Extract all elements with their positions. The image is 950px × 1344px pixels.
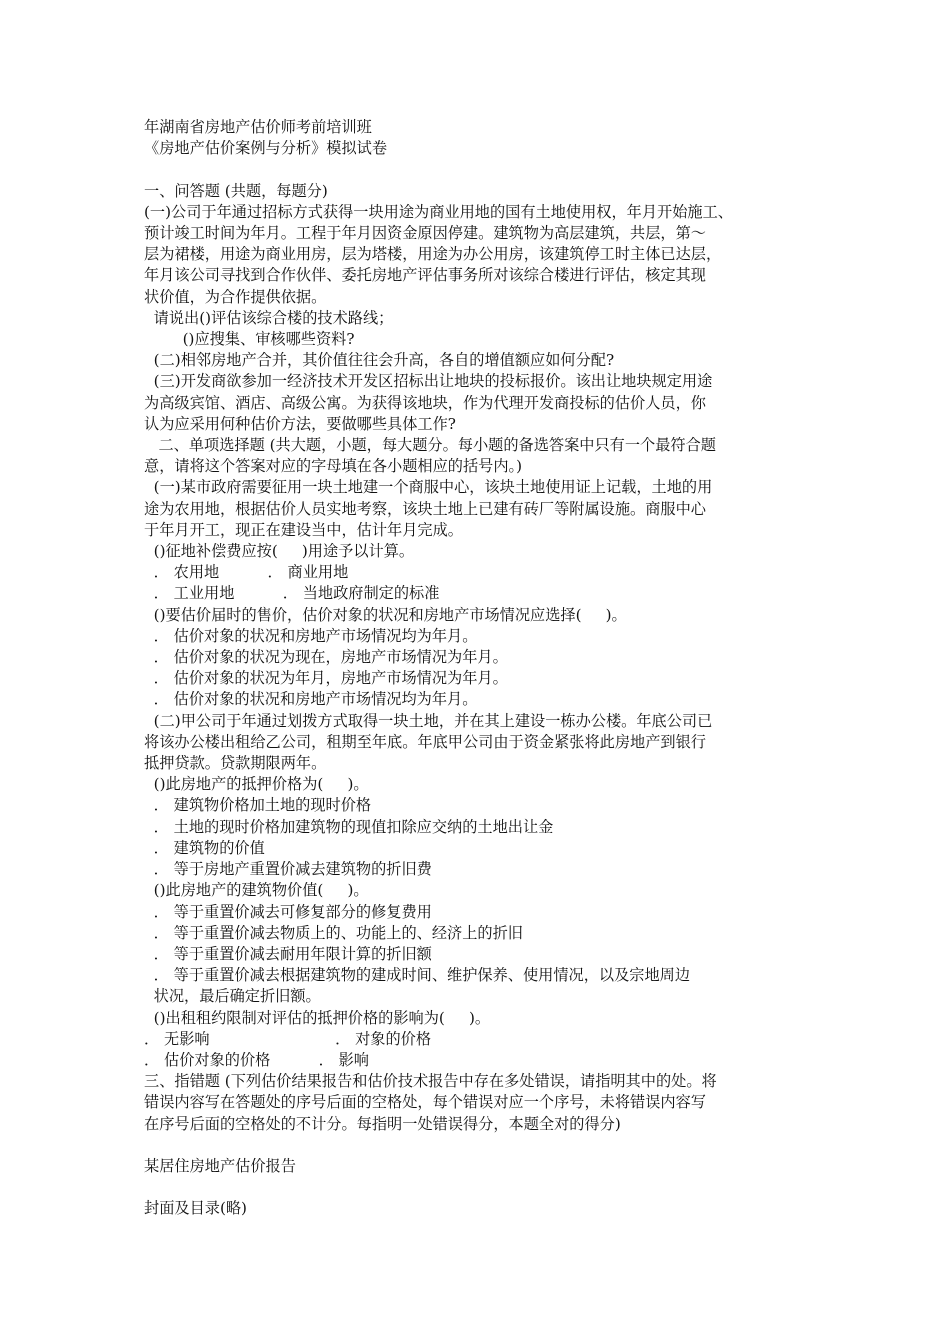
body-line: ()征地补偿费应按( )用途予以计算。 [144, 542, 415, 561]
body-line: 一、问答题 (共题，每题分) [144, 181, 328, 200]
body-line: 为高级宾馆、酒店、高级公寓。为获得该地块，作为代理开发商投标的估价人员，你 [144, 393, 706, 412]
body-line: ． 土地的现时价格加建筑物的现值扣除应交纳的土地出让金 [144, 817, 554, 836]
spacer [144, 159, 824, 180]
body-line: 年月该公司寻找到合作伙伴、委托房地产评估事务所对该综合楼进行评估，核定其现 [144, 266, 706, 285]
body-line: ． 等于重置价减去根据建筑物的建成时间、维护保养、使用情况，以及宗地周边 [144, 966, 691, 985]
body-line: ． 建筑物价格加土地的现时价格 [144, 796, 372, 815]
body-line: ()要估价届时的售价，估价对象的状况和房地产市场情况应选择( )。 [144, 605, 627, 624]
body-line: 三、指错题 (下列估价结果报告和估价技术报告中存在多处错误，请指明其中的处。将 [144, 1072, 717, 1091]
body-line: 认为应采用何种估价方法，要做哪些具体工作? [144, 414, 456, 433]
title-line: 年湖南省房地产估价师考前培训班 [144, 118, 372, 136]
body-line: ． 等于重置价减去耐用年限计算的折旧额 [144, 944, 432, 963]
body-line: 层为裙楼，用途为商业用房，层为塔楼，用途为办公用房，该建筑停工时主体已达层， [144, 245, 722, 264]
body-line: (二)甲公司于年通过划拨方式取得一块土地，并在其上建设一栋办公楼。年底公司已 [144, 711, 713, 730]
body-line: 二、单项选择题 (共大题，小题，每大题分。每小题的备选答案中只有一个最符合题 [144, 436, 716, 455]
body-line: ． 等于重置价减去可修复部分的修复费用 [144, 902, 432, 921]
body-line: 状况，最后确定折旧额。 [144, 987, 321, 1006]
body-line: ． 等于重置价减去物质上的、功能上的、经济上的折旧 [144, 923, 523, 942]
body-line: ． 估价对象的状况为现在，房地产市场情况为年月。 [144, 648, 508, 667]
document-body [144, 181, 824, 1135]
body-line: 请说出()评估该综合楼的技术路线； [144, 308, 394, 327]
title-line: 《房地产估价案例与分析》模拟试卷 [144, 139, 387, 158]
body-line: 状价值，为合作提供依据。 [144, 287, 327, 306]
body-line: (一)某市政府需要征用一块土地建一个商服中心，该块土地使用证上记载，土地的用 [144, 478, 713, 497]
body-line: 途为农用地，根据估价人员实地考察，该块土地上已建有砖厂等附属设施。商服中心 [144, 499, 706, 518]
body-line: 将该办公楼出租给乙公司，租期至年底。年底甲公司由于资金紧张将此房地产到银行 [144, 732, 706, 751]
body-line: (一)公司于年通过招标方式获得一块用途为商业用地的国有土地使用权，年月开始施工、 [144, 202, 733, 221]
body-line: 预计竣工时间为年月。工程于年月因资金原因停建。建筑物为高层建筑，共层，第～ [144, 224, 706, 242]
body-line: 错误内容写在答题处的序号后面的空格处，每个错误对应一个序号，未将错误内容写 [144, 1093, 706, 1112]
body-line: 于年月开工，现正在建设当中，估计年月完成。 [144, 520, 463, 539]
body-line: 意，请将这个答案对应的字母填在各小题相应的括号内。) [144, 457, 523, 476]
cover-note: 封面及目录(略) [144, 1199, 247, 1218]
body-line: ． 估价对象的价格 ． 影响 [144, 1050, 369, 1069]
spacer [144, 1177, 824, 1198]
body-line: ()应搜集、审核哪些资料? [144, 330, 355, 349]
body-line: ()此房地产的建筑物价值( )。 [144, 881, 369, 900]
body-line: ． 工业用地 ． 当地政府制定的标准 [144, 584, 440, 603]
body-line: ()此房地产的抵押价格为( )。 [144, 775, 369, 794]
body-line: ． 无影响 ． 对象的价格 [144, 1029, 432, 1048]
body-line: ． 建筑物的价值 [144, 838, 265, 857]
body-line: ． 农用地 ． 商业用地 [144, 563, 349, 582]
body-line: (二)相邻房地产合并，其价值往往会升高，各自的增值额应如何分配? [144, 351, 615, 370]
body-line: 抵押贷款。贷款期限两年。 [144, 754, 327, 773]
spacer [144, 1135, 824, 1156]
body-line: (三)开发商欲参加一经济技术开发区招标出让地块的投标报价。该出让地块规定用途 [144, 372, 713, 391]
body-line: ． 估价对象的状况和房地产市场情况均为年月。 [144, 690, 478, 709]
body-line: ()出租租约限制对评估的抵押价格的影响为( )。 [144, 1008, 491, 1027]
body-line: ． 估价对象的状况为年月，房地产市场情况为年月。 [144, 669, 508, 688]
report-title: 某居住房地产估价报告 [144, 1156, 296, 1175]
body-line: ． 等于房地产重置价减去建筑物的折旧费 [144, 860, 432, 879]
body-line: 在序号后面的空格处的不计分。每指明一处错误得分，本题全对的得分) [144, 1114, 621, 1133]
document-page [144, 117, 824, 1220]
body-line: ． 估价对象的状况和房地产市场情况均为年月。 [144, 626, 478, 645]
